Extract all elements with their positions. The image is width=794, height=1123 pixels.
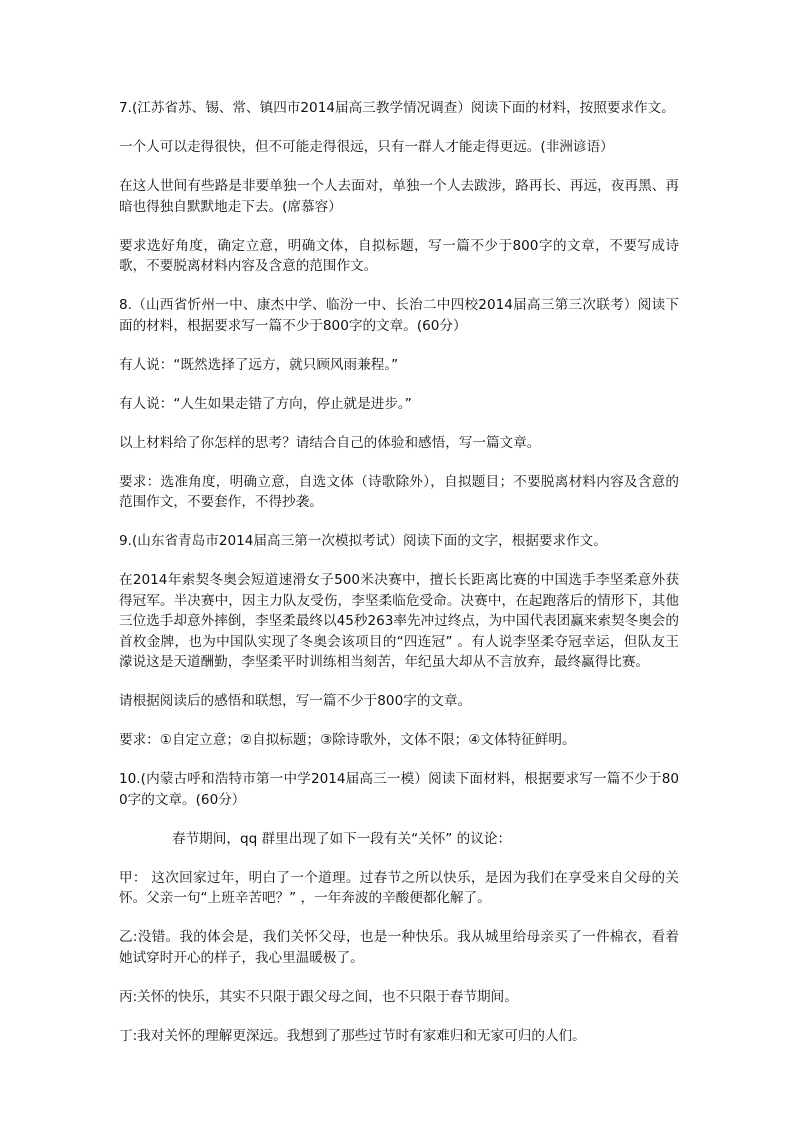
question-8-heading: 8.（山西省忻州一中、康杰中学、临汾一中、长治二中四校2014届高三第三次联考）阅读下面的材料，根据要求写一篇不少于800字的文章。(60分） bbox=[119, 297, 679, 334]
question-10-heading: 10.(内蒙古呼和浩特市第一中学2014届高三一模）阅读下面材料，根据要求写一篇不少于800字的文章。(60分） bbox=[119, 771, 679, 808]
question-8-quote-1: 有人说：“既然选择了远方，就只顾风雨兼程。” bbox=[119, 356, 399, 373]
question-9-requirements: 要求：①自定立意；②自拟标题；③除诗歌外，文体不限；④文体特征鲜明。 bbox=[119, 732, 576, 748]
question-10-speaker-yi: 乙:没错。我的体会是，我们关怀父母，也是一种快乐。我从城里给母亲买了一件棉衣，看着她试穿时开心的样子，我心里温暖极了。 bbox=[119, 929, 679, 966]
question-9-material: 在2014年索契冬奥会短道速滑女子500米决赛中，擅长长距离比赛的中国选手李坚柔意外获得冠军。半决赛中，因主力队友受伤，李坚柔临危受命。决赛中，在起跑落后的情形下，其他三位选手却意外摔倒，李坚柔最终以45秒263率先冲过终点，为中国代表团赢来索契冬奥会的首枚金牌，也为中国队实现了冬奥会该项目的“四连冠” 。有人说李坚柔夺冠幸运，但队友王濛说这是天道酬勤，李坚柔平时训练相当刻苦，年纪虽大却从不言放弃，最终赢得比赛。 bbox=[119, 572, 679, 670]
question-7-quote-2: 在这人世间有些路是非要单独一个人去面对，单独一个人去跋涉，路再长、再远，夜再黑、再暗也得独自默默地走下去。(席慕容） bbox=[119, 178, 679, 215]
question-9-heading: 9.(山东省青岛市2014届高三第一次模拟考试）阅读下面的文字，根据要求作文。 bbox=[119, 533, 607, 549]
question-9-prompt: 请根据阅读后的感悟和联想，写一篇不少于800字的文章。 bbox=[119, 693, 472, 709]
question-7-requirements: 要求选好角度，确定立意，明确文体，自拟标题，写一篇不少于800字的文章，不要写成诗歌，不要脱离材料内容及含意的范围作文。 bbox=[119, 237, 679, 274]
document-body bbox=[119, 98, 679, 1065]
question-7-heading: 7.(江苏省苏、锡、常、镇四市2014届高三教学情况调查）阅读下面的材料，按照要求作文。 bbox=[119, 100, 675, 116]
question-10-speaker-bing: 丙:关怀的快乐，其实不只限于跟父母之间，也不只限于春节期间。 bbox=[119, 988, 518, 1005]
question-10-speaker-jia: 甲： 这次回家过年，明白了一个道理。过春节之所以快乐，是因为我们在享受来自父母的关怀。父亲一句“上班辛苦吧？” ，一年奔波的辛酸便都化解了。 bbox=[119, 869, 679, 906]
question-10-intro: 春节期间，qq 群里出现了如下一段有关“关怀” 的议论： bbox=[172, 830, 512, 847]
question-8-requirements: 要求：选准角度，明确立意，自选文体（诗歌除外），自拟题目；不要脱离材料内容及含意的范围作文，不要套作，不得抄袭。 bbox=[119, 473, 679, 510]
question-8-prompt: 以上材料给了你怎样的思考？请结合自己的体验和感悟，写一篇文章。 bbox=[119, 434, 541, 451]
question-8-quote-2: 有人说：“人生如果走错了方向，停止就是进步。” bbox=[119, 395, 412, 412]
question-7-quote-1: 一个人可以走得很快，但不可能走得很远，只有一群人才能走得更远。(非洲谚语） bbox=[119, 139, 614, 155]
question-10-speaker-ding: 丁:我对关怀的理解更深远。我想到了那些过节时有家难归和无家可归的人们。 bbox=[119, 1027, 586, 1044]
